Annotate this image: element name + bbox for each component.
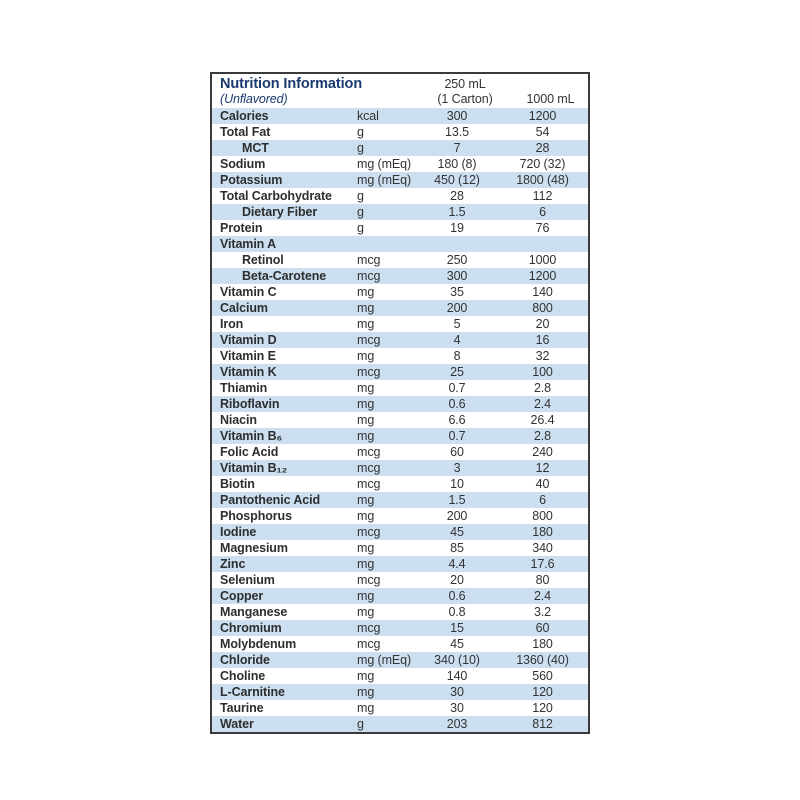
- value-1000ml: 560: [532, 669, 553, 683]
- nutrient-unit: mg: [357, 509, 375, 523]
- nutrient-unit: mg: [357, 429, 375, 443]
- value-250ml: 450 (12): [434, 173, 480, 187]
- nutrient-unit: mg: [357, 381, 375, 395]
- table-row: [212, 460, 588, 476]
- value-250ml: 15: [450, 621, 464, 635]
- value-250ml: 0.7: [448, 429, 466, 443]
- column-header-250ml: 250 mL: [444, 77, 486, 91]
- value-1000ml: 26.4: [530, 413, 555, 427]
- value-250ml: 250: [446, 253, 468, 267]
- value-1000ml: 120: [532, 685, 553, 699]
- nutrient-name: Molybdenum: [220, 637, 297, 651]
- value-250ml: 4.4: [448, 557, 466, 571]
- value-250ml: 140: [446, 669, 468, 683]
- nutrient-unit: mg: [357, 541, 375, 555]
- nutrient-unit: mg (mEq): [357, 173, 412, 187]
- nutrient-name: Biotin: [220, 477, 255, 491]
- nutrient-name: Copper: [220, 589, 264, 603]
- value-250ml: 340 (10): [434, 653, 480, 667]
- value-250ml: 200: [446, 301, 468, 315]
- value-250ml: 20: [450, 573, 464, 587]
- nutrient-unit: mg: [357, 685, 375, 699]
- table-row: [212, 188, 588, 204]
- nutrient-unit: mg: [357, 301, 375, 315]
- value-1000ml: 140: [532, 285, 553, 299]
- nutrient-unit: g: [357, 141, 364, 155]
- value-1000ml: 720 (32): [519, 157, 566, 171]
- value-250ml: 25: [450, 365, 464, 379]
- nutrient-name: Vitamin B₆: [220, 429, 283, 443]
- value-1000ml: 1200: [528, 269, 557, 283]
- nutrient-name: Niacin: [220, 413, 257, 427]
- nutrient-unit: g: [357, 189, 364, 203]
- nutrient-unit: g: [357, 221, 364, 235]
- nutrient-unit: mg: [357, 317, 375, 331]
- nutrient-unit: mg: [357, 493, 375, 507]
- table-row: [212, 604, 588, 620]
- column-header-1-carton: (1 Carton): [437, 92, 493, 106]
- nutrient-name: Protein: [220, 221, 263, 235]
- table-row: [212, 172, 588, 188]
- table-row: [212, 508, 588, 524]
- nutrient-unit: mg: [357, 557, 375, 571]
- nutrient-name: Beta-Carotene: [242, 269, 327, 283]
- nutrient-unit: mcg: [357, 333, 381, 347]
- value-1000ml: 28: [535, 141, 550, 155]
- table-row: [212, 588, 588, 604]
- value-250ml: 0.6: [448, 589, 466, 603]
- nutrient-name: Calcium: [220, 301, 268, 315]
- nutrient-name: Chloride: [220, 653, 270, 667]
- table-row: [212, 252, 588, 268]
- value-250ml: 7: [453, 141, 461, 155]
- value-250ml: 0.6: [448, 397, 466, 411]
- nutrient-unit: mg: [357, 349, 375, 363]
- table-row: [212, 700, 588, 716]
- value-1000ml: 6: [539, 493, 546, 507]
- table-row: [212, 380, 588, 396]
- nutrient-name: Calories: [220, 109, 269, 123]
- nutrient-name: Phosphorus: [220, 509, 292, 523]
- value-250ml: 300: [446, 109, 468, 123]
- nutrient-name: Retinol: [242, 253, 284, 267]
- value-1000ml: 6: [539, 205, 546, 219]
- table-row: [212, 364, 588, 380]
- nutrient-name: Magnesium: [220, 541, 288, 555]
- value-1000ml: 240: [532, 445, 553, 459]
- value-1000ml: 76: [535, 221, 550, 235]
- value-1000ml: 812: [532, 717, 553, 731]
- value-250ml: 180 (8): [437, 157, 477, 171]
- value-250ml: 13.5: [445, 125, 469, 139]
- nutrient-name: Vitamin B₁₂: [220, 461, 288, 475]
- value-1000ml: 32: [535, 349, 550, 363]
- nutrient-name: Chromium: [220, 621, 282, 635]
- value-1000ml: 80: [535, 573, 550, 587]
- table-row: [212, 108, 588, 124]
- nutrient-unit: g: [357, 717, 364, 731]
- table-row: [212, 348, 588, 364]
- nutrient-unit: mg: [357, 285, 375, 299]
- value-1000ml: 16: [535, 333, 550, 347]
- value-1000ml: 100: [532, 365, 553, 379]
- nutrient-unit: g: [357, 205, 364, 219]
- nutrient-unit: mcg: [357, 445, 381, 459]
- value-250ml: 60: [450, 445, 464, 459]
- value-1000ml: 800: [532, 509, 553, 523]
- nutrient-name: Vitamin K: [220, 365, 277, 379]
- value-1000ml: 2.8: [533, 429, 552, 443]
- value-250ml: 10: [450, 477, 464, 491]
- table-row: [212, 524, 588, 540]
- table-header: [212, 74, 588, 108]
- nutrient-name: Vitamin C: [220, 285, 277, 299]
- value-250ml: 8: [453, 349, 461, 363]
- nutrient-name: Dietary Fiber: [242, 205, 318, 219]
- value-250ml: 85: [450, 541, 464, 555]
- value-250ml: 200: [446, 509, 468, 523]
- table-row: [212, 316, 588, 332]
- value-1000ml: 2.4: [533, 589, 552, 603]
- table-title: Nutrition Information: [220, 76, 363, 92]
- value-1000ml: 112: [532, 189, 553, 203]
- nutrient-name: Riboflavin: [220, 397, 280, 411]
- table-row: [212, 412, 588, 428]
- value-250ml: 19: [450, 221, 464, 235]
- table-subtitle: (Unflavored): [220, 92, 288, 106]
- value-250ml: 300: [446, 269, 468, 283]
- nutrient-name: Pantothenic Acid: [220, 493, 321, 507]
- value-1000ml: 1000: [528, 253, 557, 267]
- value-1000ml: 40: [535, 477, 550, 491]
- value-250ml: 45: [450, 525, 464, 539]
- table-row: [212, 668, 588, 684]
- table-row: [212, 284, 588, 300]
- value-250ml: 45: [450, 637, 464, 651]
- nutrient-unit: mcg: [357, 621, 381, 635]
- table-row: [212, 300, 588, 316]
- value-1000ml: 3.2: [533, 605, 552, 619]
- value-1000ml: 800: [532, 301, 553, 315]
- value-250ml: 35: [450, 285, 464, 299]
- table-row: [212, 156, 588, 172]
- value-1000ml: 1200: [528, 109, 557, 123]
- nutrient-name: Taurine: [220, 701, 264, 715]
- nutrient-name: Folic Acid: [220, 445, 279, 459]
- value-1000ml: 340: [532, 541, 553, 555]
- nutrient-name: Zinc: [220, 557, 246, 571]
- value-250ml: 0.8: [448, 605, 466, 619]
- value-250ml: 30: [450, 701, 464, 715]
- nutrient-name: Water: [220, 717, 254, 731]
- nutrient-name: Total Carbohydrate: [220, 189, 332, 203]
- table-row: [212, 556, 588, 572]
- nutrient-name: Sodium: [220, 157, 266, 171]
- nutrient-unit: mg: [357, 669, 375, 683]
- nutrient-unit: mcg: [357, 477, 381, 491]
- nutrient-name: L-Carnitine: [220, 685, 285, 699]
- value-1000ml: 2.4: [533, 397, 552, 411]
- value-1000ml: 1800 (48): [516, 173, 569, 187]
- nutrient-unit: mg: [357, 397, 375, 411]
- nutrient-name: Iron: [220, 317, 244, 331]
- value-1000ml: 17.6: [530, 557, 555, 571]
- nutrient-unit: mg: [357, 413, 375, 427]
- value-1000ml: 12: [535, 461, 550, 475]
- table-row: [212, 684, 588, 700]
- nutrient-name: Manganese: [220, 605, 288, 619]
- nutrient-unit: mcg: [357, 365, 381, 379]
- nutrient-unit: g: [357, 125, 364, 139]
- value-1000ml: 180: [532, 525, 553, 539]
- table-row: [212, 492, 588, 508]
- table-row: [212, 572, 588, 588]
- table-row: [212, 444, 588, 460]
- value-250ml: 203: [446, 717, 468, 731]
- value-250ml: 28: [450, 189, 464, 203]
- table-row: [212, 140, 588, 156]
- value-1000ml: 54: [535, 125, 550, 139]
- nutrient-name: Potassium: [220, 173, 283, 187]
- table-row: [212, 124, 588, 140]
- value-1000ml: 1360 (40): [516, 653, 569, 667]
- table-row: [212, 716, 588, 732]
- table-row: [212, 332, 588, 348]
- value-1000ml: 2.8: [533, 381, 552, 395]
- nutrient-unit: mg: [357, 589, 375, 603]
- table-row: [212, 428, 588, 444]
- nutrient-unit: mcg: [357, 637, 381, 651]
- table-row: [212, 540, 588, 556]
- nutrient-name: Vitamin E: [220, 349, 276, 363]
- value-250ml: 5: [453, 317, 461, 331]
- table-row: [212, 476, 588, 492]
- value-1000ml: 180: [532, 637, 553, 651]
- table-body: [212, 108, 588, 732]
- nutrient-name: Iodine: [220, 525, 257, 539]
- column-header-1000ml: 1000 mL: [526, 92, 575, 106]
- value-1000ml: 60: [535, 621, 550, 635]
- value-250ml: 4: [453, 333, 461, 347]
- table-row: [212, 268, 588, 284]
- value-1000ml: 20: [535, 317, 550, 331]
- nutrient-name: Vitamin D: [220, 333, 277, 347]
- table-row: [212, 652, 588, 668]
- value-250ml: 30: [450, 685, 464, 699]
- nutrient-unit: mcg: [357, 525, 381, 539]
- nutrition-table: [210, 72, 590, 734]
- nutrient-unit: mg: [357, 701, 375, 715]
- table-row: [212, 396, 588, 412]
- table-row: [212, 236, 588, 252]
- nutrient-name: Total Fat: [220, 125, 271, 139]
- table-row: [212, 620, 588, 636]
- nutrient-unit: mcg: [357, 573, 381, 587]
- nutrient-unit: mg (mEq): [357, 157, 412, 171]
- table-row: [212, 204, 588, 220]
- nutrient-unit: mcg: [357, 269, 381, 283]
- nutrient-name: Thiamin: [220, 381, 268, 395]
- value-250ml: 1.5: [448, 493, 466, 507]
- table-row: [212, 636, 588, 652]
- nutrient-unit: mg (mEq): [357, 653, 412, 667]
- value-250ml: 6.6: [448, 413, 466, 427]
- nutrient-name: Vitamin A: [220, 237, 277, 251]
- value-1000ml: 120: [532, 701, 553, 715]
- table-row: [212, 220, 588, 236]
- nutrient-name: Selenium: [220, 573, 275, 587]
- nutrient-unit: mcg: [357, 253, 381, 267]
- nutrient-unit: mg: [357, 605, 375, 619]
- value-250ml: 1.5: [448, 205, 466, 219]
- nutrient-name: MCT: [242, 141, 269, 155]
- value-250ml: 3: [453, 461, 461, 475]
- nutrient-unit: kcal: [357, 109, 379, 123]
- nutrient-unit: mcg: [357, 461, 381, 475]
- nutrient-name: Choline: [220, 669, 266, 683]
- value-250ml: 0.7: [448, 381, 466, 395]
